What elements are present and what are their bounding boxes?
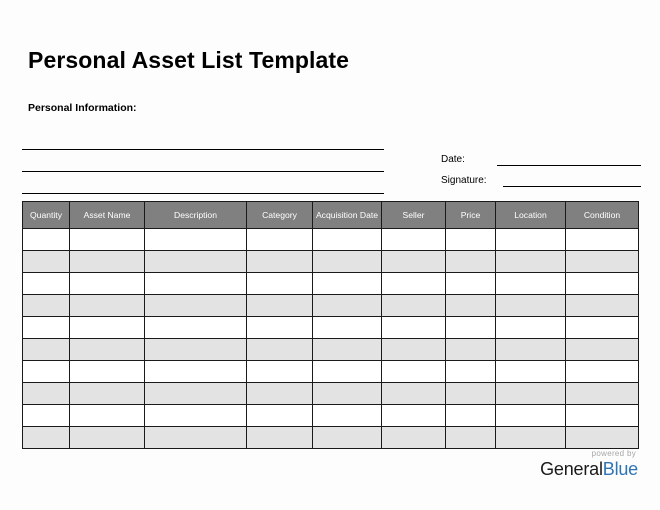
cell-seller[interactable] xyxy=(382,317,446,339)
cell-condition[interactable] xyxy=(566,273,639,295)
column-header-seller[interactable]: Seller xyxy=(382,202,446,229)
cell-condition[interactable] xyxy=(566,383,639,405)
cell-description[interactable] xyxy=(145,405,247,427)
cell-location[interactable] xyxy=(496,361,566,383)
cell-location[interactable] xyxy=(496,273,566,295)
column-header-quantity[interactable]: Quantity xyxy=(23,202,70,229)
cell-description[interactable] xyxy=(145,273,247,295)
cell-location[interactable] xyxy=(496,229,566,251)
cell-seller[interactable] xyxy=(382,405,446,427)
cell-quantity[interactable] xyxy=(23,339,70,361)
cell-location[interactable] xyxy=(496,251,566,273)
cell-description[interactable] xyxy=(145,317,247,339)
cell-quantity[interactable] xyxy=(23,251,70,273)
date-row xyxy=(441,145,641,166)
cell-price[interactable] xyxy=(446,251,496,273)
cell-acqdate[interactable] xyxy=(313,427,382,449)
cell-description[interactable] xyxy=(145,295,247,317)
column-header-asset-name[interactable]: Asset Name xyxy=(70,202,145,229)
cell-acqdate[interactable] xyxy=(313,361,382,383)
cell-quantity[interactable] xyxy=(23,295,70,317)
signoff-block xyxy=(441,145,641,187)
cell-assetname[interactable] xyxy=(70,251,145,273)
cell-acqdate[interactable] xyxy=(313,339,382,361)
cell-assetname[interactable] xyxy=(70,405,145,427)
cell-assetname[interactable] xyxy=(70,317,145,339)
table-header xyxy=(23,202,639,229)
cell-price[interactable] xyxy=(446,383,496,405)
cell-price[interactable] xyxy=(446,405,496,427)
cell-category[interactable] xyxy=(247,295,313,317)
cell-quantity[interactable] xyxy=(23,405,70,427)
table-row xyxy=(23,383,639,405)
brand-wordmark xyxy=(540,460,638,478)
table-row xyxy=(23,339,639,361)
table-row xyxy=(23,361,639,383)
cell-acqdate[interactable] xyxy=(313,317,382,339)
cell-category[interactable] xyxy=(247,339,313,361)
cell-location[interactable] xyxy=(496,383,566,405)
cell-seller[interactable] xyxy=(382,229,446,251)
cell-location[interactable] xyxy=(496,317,566,339)
signature-label: Signature: xyxy=(441,175,487,186)
cell-price[interactable] xyxy=(446,229,496,251)
cell-acqdate[interactable] xyxy=(313,273,382,295)
cell-assetname[interactable] xyxy=(70,339,145,361)
personal-information-label: Personal Information: xyxy=(28,102,137,114)
general-blue-logo xyxy=(540,450,638,478)
signature-row xyxy=(441,166,641,187)
cell-condition[interactable] xyxy=(566,361,639,383)
cell-condition[interactable] xyxy=(566,251,639,273)
cell-seller[interactable] xyxy=(382,295,446,317)
cell-price[interactable] xyxy=(446,427,496,449)
cell-condition[interactable] xyxy=(566,317,639,339)
table-body xyxy=(23,229,639,449)
brand-blue-text: Blue xyxy=(602,459,638,479)
table-row xyxy=(23,251,639,273)
cell-description[interactable] xyxy=(145,251,247,273)
cell-seller[interactable] xyxy=(382,383,446,405)
date-label: Date: xyxy=(441,154,465,165)
cell-condition[interactable] xyxy=(566,339,639,361)
column-header-category[interactable]: Category xyxy=(247,202,313,229)
cell-seller[interactable] xyxy=(382,273,446,295)
page-title: Personal Asset List Template xyxy=(28,47,350,73)
cell-description[interactable] xyxy=(145,427,247,449)
cell-quantity[interactable] xyxy=(23,361,70,383)
cell-category[interactable] xyxy=(247,383,313,405)
cell-category[interactable] xyxy=(247,251,313,273)
powered-by-label: powered by xyxy=(591,449,636,458)
table-header-row xyxy=(23,202,639,229)
personal-information-lines xyxy=(22,128,384,194)
personal-information-line-3[interactable] xyxy=(22,172,384,194)
cell-location[interactable] xyxy=(496,427,566,449)
cell-seller[interactable] xyxy=(382,427,446,449)
cell-assetname[interactable] xyxy=(70,295,145,317)
cell-assetname[interactable] xyxy=(70,427,145,449)
cell-acqdate[interactable] xyxy=(313,229,382,251)
cell-assetname[interactable] xyxy=(70,229,145,251)
cell-description[interactable] xyxy=(145,383,247,405)
cell-category[interactable] xyxy=(247,229,313,251)
cell-assetname[interactable] xyxy=(70,383,145,405)
signature-input-rule[interactable] xyxy=(503,173,641,187)
cell-condition[interactable] xyxy=(566,295,639,317)
cell-description[interactable] xyxy=(145,229,247,251)
cell-seller[interactable] xyxy=(382,361,446,383)
cell-acqdate[interactable] xyxy=(313,251,382,273)
cell-location[interactable] xyxy=(496,295,566,317)
cell-category[interactable] xyxy=(247,405,313,427)
cell-quantity[interactable] xyxy=(23,229,70,251)
cell-acqdate[interactable] xyxy=(313,295,382,317)
personal-information-line-1[interactable] xyxy=(22,128,384,150)
cell-quantity[interactable] xyxy=(23,273,70,295)
cell-quantity[interactable] xyxy=(23,427,70,449)
table-row xyxy=(23,295,639,317)
cell-category[interactable] xyxy=(247,273,313,295)
cell-price[interactable] xyxy=(446,361,496,383)
brand-general-text: General xyxy=(540,459,603,479)
table-row xyxy=(23,317,639,339)
column-header-condition[interactable]: Condition xyxy=(566,202,639,229)
cell-quantity[interactable] xyxy=(23,383,70,405)
column-header-price[interactable]: Price xyxy=(446,202,496,229)
cell-category[interactable] xyxy=(247,317,313,339)
cell-condition[interactable] xyxy=(566,229,639,251)
table-row xyxy=(23,273,639,295)
cell-seller[interactable] xyxy=(382,339,446,361)
cell-seller[interactable] xyxy=(382,251,446,273)
table-row xyxy=(23,427,639,449)
cell-price[interactable] xyxy=(446,339,496,361)
cell-price[interactable] xyxy=(446,317,496,339)
personal-information-line-2[interactable] xyxy=(22,150,384,172)
cell-description[interactable] xyxy=(145,339,247,361)
cell-condition[interactable] xyxy=(566,427,639,449)
date-input-rule[interactable] xyxy=(497,152,641,166)
cell-location[interactable] xyxy=(496,339,566,361)
cell-assetname[interactable] xyxy=(70,273,145,295)
cell-acqdate[interactable] xyxy=(313,405,382,427)
table-row xyxy=(23,229,639,251)
table-row xyxy=(23,405,639,427)
column-header-acquisition-date[interactable]: Acquisition Date xyxy=(313,202,382,229)
cell-price[interactable] xyxy=(446,273,496,295)
cell-assetname[interactable] xyxy=(70,361,145,383)
cell-condition[interactable] xyxy=(566,405,639,427)
cell-quantity[interactable] xyxy=(23,317,70,339)
cell-location[interactable] xyxy=(496,405,566,427)
asset-list-table xyxy=(22,201,639,449)
cell-acqdate[interactable] xyxy=(313,383,382,405)
column-header-location[interactable]: Location xyxy=(496,202,566,229)
column-header-description[interactable]: Description xyxy=(145,202,247,229)
cell-price[interactable] xyxy=(446,295,496,317)
cell-category[interactable] xyxy=(247,361,313,383)
cell-category[interactable] xyxy=(247,427,313,449)
cell-description[interactable] xyxy=(145,361,247,383)
